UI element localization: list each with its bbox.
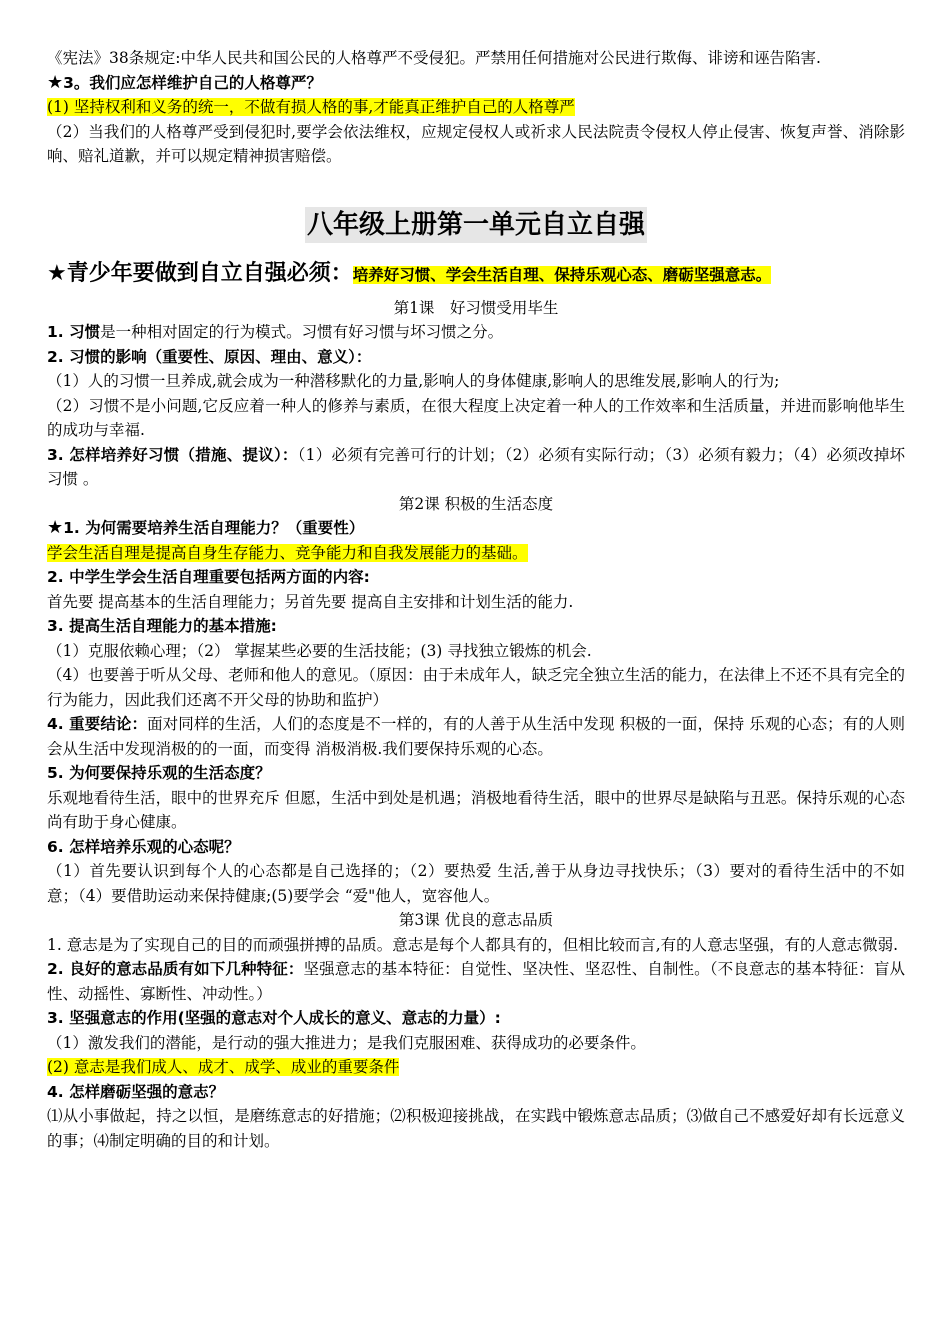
lesson-3-item-4-text: ⑴从小事做起，持之以恒，是磨练意志的好措施；⑵积极迎接挑战，在实践中锻炼意志品质；⑶做自己不感爱好却有长远意义的事；⑷制定明确的目的和计划。 [47,1107,905,1150]
highlighted-answer: (1) 坚持权利和义务的统一，不做有损人格的事,才能真正维护自己的人格尊严 [47,98,575,116]
lesson-3-item-1: 1. 意志是为了实现自己的目的而顽强拼搏的品质。意志是每个人都具有的，但相比较而言,有的人意志坚强，有的人意志微弱. [47,935,899,954]
lesson-2-item-3-heading: 3. 提高生活自理能力的基本措施: [47,617,277,635]
lesson-2-item-2-text: 首先要 提高基本的生活自理能力；另首先要 提高自主安排和计划生活的能力. [47,592,574,611]
lesson-2-item-1-text [47,541,905,566]
lesson-2-item-6-text: （1）首先要认识到每个人的心态都是自己选择的；（2）要热爱 生活,善于从身边寻找快乐；（3）要对的看待生活中的不如意；（4）要借助运动来保持健康;(5)要学会 “爱"他人，宽容他人。 [47,862,905,905]
highlighted-answer: (2) 意志是我们成人、成才、成学、成业的重要条件 [47,1058,400,1076]
lesson-2-item-4 [47,712,905,761]
lesson-1-item-3 [47,443,905,492]
item-text: 坚强意志的基本特征：自觉性、坚决性、坚忍性、自制性。（不良意志的基本特征：盲从性、动摇性、寡断性、冲动性。） [47,960,905,1003]
lesson-3-item-3-b [47,1055,905,1080]
item-text: 是一种相对固定的行为模式。习惯有好习惯与坏习惯之分。 [100,323,504,341]
item-text: （1）必须有完善可行的计划；（2）必须有实际行动；（3）必须有毅力；（4）必须改掉坏习惯 。 [47,445,905,488]
item-label: 3. 怎样培养好习惯（措施、提议）： [47,445,298,464]
question-3-heading [47,71,905,96]
lesson-3-item-2 [47,957,905,1006]
lesson-2-title: 第2课 积极的生活态度 [398,494,554,513]
lesson-1-item-2-a: （1）人的习惯一旦养成,就会成为一种潜移默化的力量,影响人的身体健康,影响人的思维发展,影响人的行为; [47,372,780,390]
lesson-2-item-3-a: （1）克服依赖心理；（2） 掌握某些必要的生活技能；(3) 寻找独立锻炼的机会. [47,641,592,660]
item-label: 4. 重要结论： [47,715,148,733]
lesson-1-item-2-b: （2）习惯不是小问题,它反应着一种人的修养与素质，在很大程度上决定着一种人的工作效率和生活质量，并进而影响他毕生的成功与幸福. [47,396,905,439]
lesson-2-item-2-heading: 2. 中学生学会生活自理重要包括两方面的内容: [47,568,370,586]
star-icon: ★ [47,71,64,93]
item-text: 面对同样的生活，人们的态度是不一样的，有的人善于从生活中发现 积极的一面，保持 乐观的心态；有的人则会从生活中发现消极的的一面，而变得 消极消极.我们要保持乐观的心态。 [47,715,906,758]
lesson-2-item-5-heading: 5. 为何要保持乐观的生活态度？ [47,764,271,782]
constitution-paragraph: 《宪法》38条规定:中华人民共和国公民的人格尊严不受侵犯。严禁用任何措施对公民进行欺侮、诽谤和诬告陷害. [47,49,821,67]
highlighted-answer: 学会生活自理是提高自身生存能力、竞争能力和自我发展能力的基础。 [47,543,528,562]
star-icon: ★ [47,260,67,286]
unit-lead [47,253,905,296]
lesson-3-item-4-heading: 4. 怎样磨砺坚强的意志？ [47,1082,225,1101]
star-icon: ★ [47,517,64,538]
question-3-answer-2: （2）当我们的人格尊严受到侵犯时,要学会依法维权，应规定侵权人或祈求人民法院责令侵权人停止侵害、恢复声誉、消除影响、赔礼道歉，并可以规定精神损害赔偿。 [47,122,905,165]
question-3-answer-1 [47,95,905,120]
lesson-3-title: 第3课 优良的意志品质 [398,911,554,929]
lesson-2-item-6-heading: 6. 怎样培养乐观的心态呢？ [47,837,240,856]
unit-lead-label: 青少年要做到自立自强必须： [66,260,353,286]
question-3-text: 3。我们应怎样维护自己的人格尊严？ [63,73,322,92]
unit-title: 八年级上册第一单元自立自强 [305,207,647,243]
lesson-2-item-1-heading [47,516,905,541]
lesson-3-item-3-a: （1）激发我们的潜能，是行动的强大推进力；是我们克服困难、获得成功的必要条件。 [47,1033,646,1052]
lesson-2-item-3-b: （4）也要善于听从父母、老师和他人的意见。（原因：由于未成年人，缺乏完全独立生活的能力，在法律上不还不具有完全的行为能力，因此我们还离不开父母的协助和监护） [47,666,905,709]
lesson-1-item-1 [47,320,905,345]
lesson-2-item-5-text: 乐观地看待生活，眼中的世界充斥 但愿，生活中到处是机遇；消极地看待生活，眼中的世界尽是缺陷与丑恶。保持乐观的心态尚有助于身心健康。 [47,788,905,831]
lesson-1-item-2-heading: 2. 习惯的影响（重要性、原因、理由、意义）： [47,347,372,366]
unit-title-wrap [47,207,905,243]
item-label: 1. 习惯 [47,323,101,341]
item-label: 1. 为何需要培养生活自理能力？（重要性） [63,519,365,537]
lesson-3-item-3-heading: 3. 坚强意志的作用(坚强的意志对个人成长的意义、意志的力量）: [47,1009,501,1027]
item-label: 2. 良好的意志品质有如下几种特征： [47,960,304,978]
document-page [47,46,905,1153]
lesson-1-title: 第1课 好习惯受用毕生 [393,298,559,317]
unit-lead-text: 培养好习惯、学会生活自理、保持乐观心态、磨砺坚强意志。 [352,265,772,284]
